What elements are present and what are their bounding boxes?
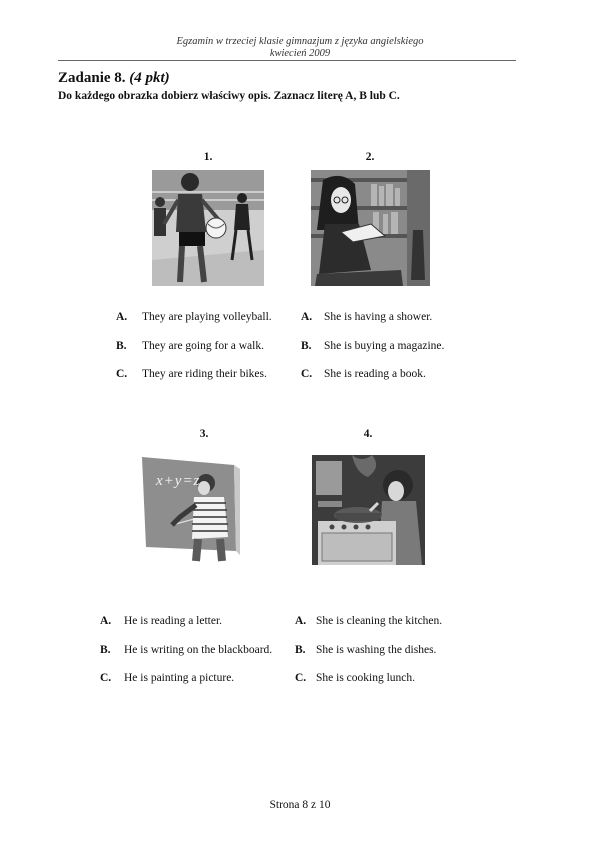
question-number-3: 3. (199, 428, 209, 440)
option-letter: A. (116, 311, 128, 323)
option-letter: A. (301, 311, 313, 323)
exam-header (0, 36, 600, 60)
option-text: She is washing the dishes. (316, 644, 437, 656)
girl-reading-icon (311, 170, 430, 286)
header-divider (58, 60, 516, 61)
question-number-2: 2. (365, 151, 375, 163)
option-text: They are riding their bikes. (142, 368, 267, 380)
option-text: They are playing volleyball. (142, 311, 272, 323)
option-text: He is painting a picture. (124, 672, 235, 684)
option-letter: B. (100, 644, 111, 656)
volleyball-players-icon (152, 170, 264, 286)
q3-option-b[interactable] (100, 644, 272, 656)
question-number-4: 4. (363, 428, 373, 440)
q1-option-b[interactable] (116, 340, 264, 352)
task-title (58, 70, 170, 87)
q1-option-a[interactable] (116, 311, 272, 323)
q4-option-b[interactable] (295, 644, 436, 656)
option-letter: C. (100, 672, 112, 684)
q3-option-a[interactable] (100, 615, 222, 627)
q4-option-a[interactable] (295, 615, 442, 627)
boy-at-blackboard-icon (142, 455, 240, 563)
q2-option-c[interactable] (301, 368, 426, 380)
q1-option-c[interactable] (116, 368, 267, 380)
option-text: She is cleaning the kitchen. (316, 615, 443, 627)
option-letter: B. (301, 340, 312, 352)
option-text: She is having a shower. (324, 311, 433, 323)
option-letter: C. (301, 368, 313, 380)
page-number: Strona 8 z 10 (269, 799, 331, 811)
option-letter: C. (116, 368, 128, 380)
option-letter: A. (295, 615, 307, 627)
woman-cooking-icon (312, 455, 425, 565)
option-text: He is writing on the blackboard. (124, 644, 273, 656)
option-letter: B. (116, 340, 127, 352)
blackboard-equation: x+y=z (156, 473, 201, 489)
q2-option-a[interactable] (301, 311, 432, 323)
option-letter: B. (295, 644, 306, 656)
option-text: She is reading a book. (324, 368, 426, 380)
task-instructions: Do każdego obrazka dobierz właściwy opis. Zaznacz literę A, B lub C. (58, 90, 400, 102)
option-letter: C. (295, 672, 307, 684)
exam-header-date: kwiecień 2009 (269, 48, 331, 59)
option-letter: A. (100, 615, 112, 627)
option-text: He is reading a letter. (124, 615, 223, 627)
q3-option-c[interactable] (100, 672, 234, 684)
option-text: They are going for a walk. (142, 340, 264, 352)
exam-header-title: Egzamin w trzeciej klasie gimnazjum z języka angielskiego (176, 36, 424, 47)
q2-option-b[interactable] (301, 340, 444, 352)
option-text: She is cooking lunch. (316, 672, 416, 684)
q4-option-c[interactable] (295, 672, 415, 684)
option-text: She is buying a magazine. (324, 340, 445, 352)
task-number: Zadanie 8. (58, 70, 126, 86)
task-points: (4 pkt) (129, 70, 170, 86)
question-number-1: 1. (203, 151, 213, 163)
